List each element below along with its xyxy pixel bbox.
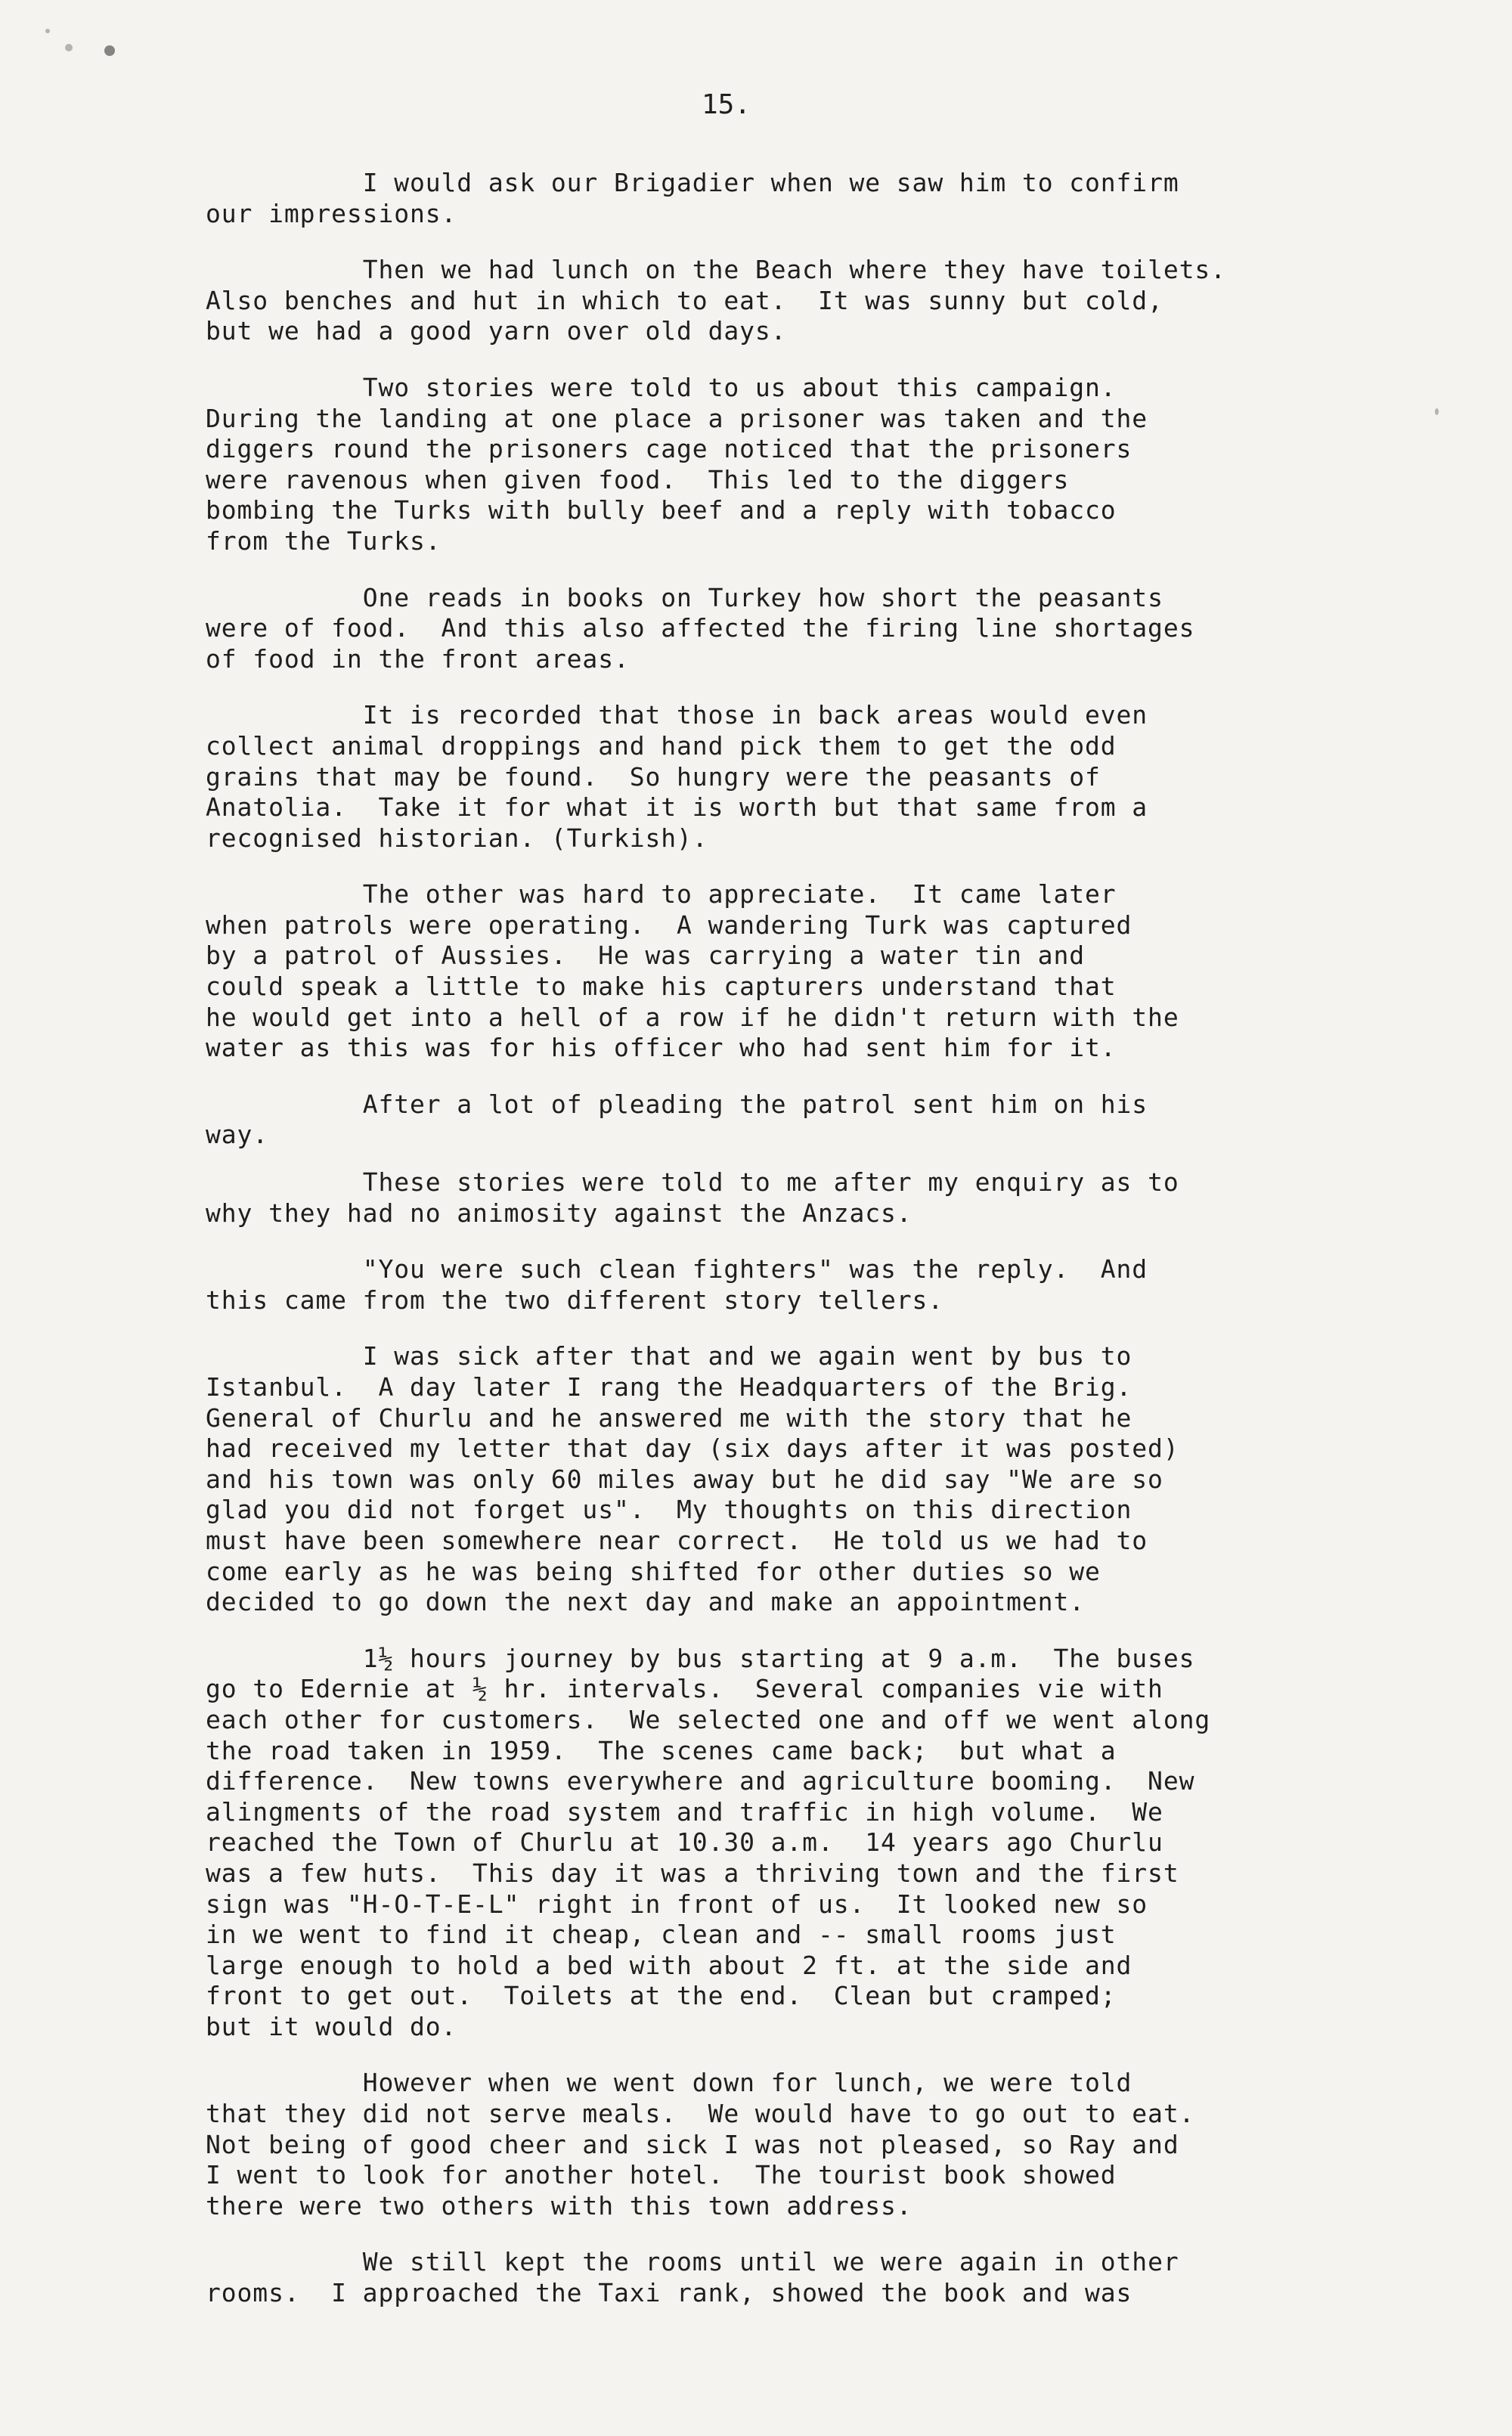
paragraph: These stories were told to me after my enquiry as to why they had no animosity against the Anzacs. <box>206 1167 1179 1228</box>
page-number: 15. <box>702 89 751 120</box>
paragraph: Then we had lunch on the Beach where they have toilets. Also benches and hut in which to eat. It was sunny but cold, but we had a good yarn over old days. <box>206 255 1226 346</box>
paragraph: It is recorded that those in back areas would even collect animal droppings and hand pick them to get the odd grains that may be found. So hungry were the peasants of Anatolia. Take it for what it is worth but that same from a recognised historian. (Turkish). <box>206 700 1148 853</box>
body-text <box>206 168 1415 2309</box>
paragraph: After a lot of pleading the patrol sent him on his way. <box>206 1089 1148 1150</box>
paragraph: Two stories were told to us about this campaign. During the landing at one place a prisoner was taken and the diggers round the prisoners cage noticed that the prisoners were ravenous when given food. This led to the diggers bombing the Turks with bully beef and a reply with tobacco from the Turks. <box>206 372 1148 556</box>
paragraph: One reads in books on Turkey how short the peasants were of food. And this also affected the firing line shortages of food in the front areas. <box>206 582 1195 674</box>
paragraph: "You were such clean fighters" was the reply. And this came from the two different story tellers. <box>206 1254 1148 1315</box>
paragraph: I would ask our Brigadier when we saw him to confirm our impressions. <box>206 168 1179 228</box>
paragraph: However when we went down for lunch, we were told that they did not serve meals. We would have to go out to eat. Not being of good cheer and sick I was not pleased, so Ray and I went to look for another hotel. The tourist book showed there were two others with this town address. <box>206 2068 1195 2221</box>
paragraph: I was sick after that and we again went by bus to Istanbul. A day later I rang the Headquarters of the Brig. General of Churlu and he answered me with the story that he had received my letter that day (six days after it was posted) and his town was only 60 miles away but he did say "We are so glad you did not forget us". My thoughts on this direction must have been somewhere near correct. He told us we had to come early as he was being shifted for other duties so we decided to go down the next day and make an appointment. <box>206 1341 1179 1617</box>
paragraph: The other was hard to appreciate. It came later when patrols were operating. A wandering Turk was captured by a patrol of Aussies. He was carrying a water tin and could speak a little to make his capturers understand that he would get into a hell of a row if he didn't return with the water as this was for his officer who had sent him for it. <box>206 879 1179 1063</box>
paragraph: 1½ hours journey by bus starting at 9 a.m. The buses go to Edernie at ½ hr. intervals. Several companies vie with each other for customers. We selected one and off we went along the road taken in 1959. The scenes came back; but what a difference. New towns everywhere and agriculture booming. New alingments of the road system and traffic in high volume. We reached the Town of Churlu at 10.30 a.m. 14 years ago Churlu was a few huts. This day it was a thriving town and the first sign was "H-O-T-E-L" right in front of us. It looked new so in we went to find it cheap, clean and -- small rooms just large enough to hold a bed with about 2 ft. at the side and front to get out. Toilets at the end. Clean but cramped; but it would do. <box>206 1643 1211 2041</box>
paragraph: We still kept the rooms until we were again in other rooms. I approached the Taxi rank, showed the book and was <box>206 2247 1179 2308</box>
scan-speck <box>1435 408 1439 415</box>
scan-speck <box>104 45 115 56</box>
scan-speck <box>45 29 50 33</box>
scan-speck <box>65 44 73 51</box>
